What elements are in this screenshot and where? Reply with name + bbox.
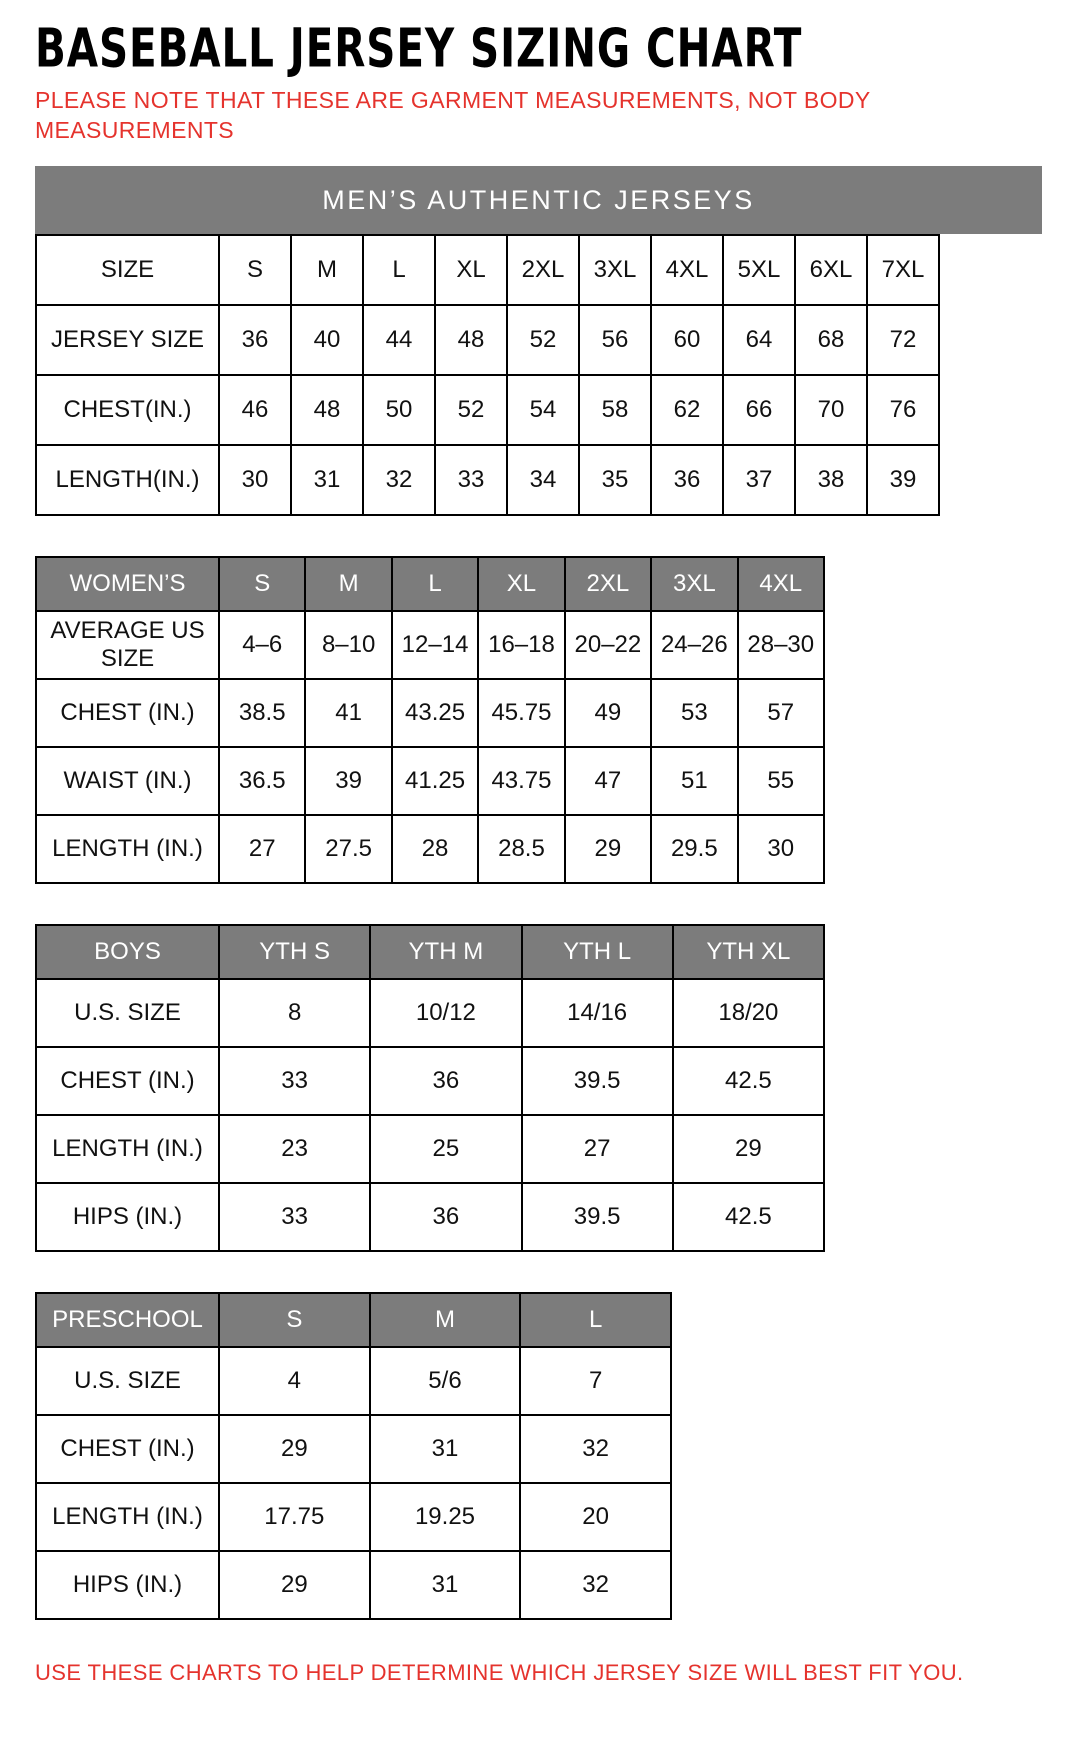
- table-cell: 46: [219, 375, 291, 445]
- row-label: CHEST (IN.): [36, 1415, 219, 1483]
- table-cell: 56: [579, 305, 651, 375]
- column-header: 3XL: [651, 557, 737, 611]
- table-cell: 50: [363, 375, 435, 445]
- table-cell: 19.25: [370, 1483, 521, 1551]
- table-row: [36, 445, 939, 515]
- table-row: [36, 1415, 671, 1483]
- table-cell: 34: [507, 445, 579, 515]
- table-cell: 72: [867, 305, 939, 375]
- table-row: [36, 1115, 824, 1183]
- table-cell: 31: [370, 1415, 521, 1483]
- column-header: M: [305, 557, 391, 611]
- column-header: 2XL: [565, 557, 651, 611]
- table-cell: 20–22: [565, 611, 651, 679]
- row-label: CHEST(IN.): [36, 375, 219, 445]
- table-cell: 14/16: [522, 979, 673, 1047]
- table-cell: 36: [370, 1183, 521, 1251]
- column-header: YTH M: [370, 925, 521, 979]
- table-row: [36, 235, 939, 305]
- size-table: [35, 556, 825, 884]
- table-cell: 31: [291, 445, 363, 515]
- table-cell: 33: [219, 1047, 370, 1115]
- table-row: [36, 747, 824, 815]
- table-row: [36, 815, 824, 883]
- table-cell: 49: [565, 679, 651, 747]
- table-cell: 45.75: [478, 679, 564, 747]
- table-row: [36, 305, 939, 375]
- table-cell: 6XL: [795, 235, 867, 305]
- table-cell: 40: [291, 305, 363, 375]
- column-header: L: [520, 1293, 671, 1347]
- table-cell: 36: [370, 1047, 521, 1115]
- table-row: [36, 1347, 671, 1415]
- header-row: [36, 1293, 671, 1347]
- table-cell: 28: [392, 815, 478, 883]
- row-label: JERSEY SIZE: [36, 305, 219, 375]
- table-row: [36, 679, 824, 747]
- column-header: YTH L: [522, 925, 673, 979]
- row-label: LENGTH (IN.): [36, 1483, 219, 1551]
- column-header: S: [219, 1293, 370, 1347]
- table-cell: 12–14: [392, 611, 478, 679]
- table-row: [36, 1483, 671, 1551]
- table-cell: 48: [435, 305, 507, 375]
- table-cell: 16–18: [478, 611, 564, 679]
- table-cell: 36.5: [219, 747, 305, 815]
- table-cell: 53: [651, 679, 737, 747]
- column-header: XL: [478, 557, 564, 611]
- table-row: [36, 1047, 824, 1115]
- column-header: YTH XL: [673, 925, 824, 979]
- header-row: [36, 925, 824, 979]
- table-cell: 60: [651, 305, 723, 375]
- table-banner-title: MEN’S AUTHENTIC JERSEYS: [35, 166, 1042, 234]
- table-cell: 30: [738, 815, 824, 883]
- table-cell: 33: [219, 1183, 370, 1251]
- table-cell: 28.5: [478, 815, 564, 883]
- table-cell: S: [219, 235, 291, 305]
- table-cell: 47: [565, 747, 651, 815]
- page-title: [35, 16, 1042, 80]
- table-row: [36, 375, 939, 445]
- table-cell: 24–26: [651, 611, 737, 679]
- table-cell: 4–6: [219, 611, 305, 679]
- table-cell: 44: [363, 305, 435, 375]
- table-cell: 38.5: [219, 679, 305, 747]
- table-cell: 29: [673, 1115, 824, 1183]
- table-cell: 7XL: [867, 235, 939, 305]
- table-cell: 32: [363, 445, 435, 515]
- table-cell: 68: [795, 305, 867, 375]
- table-cell: 27.5: [305, 815, 391, 883]
- table-cell: 35: [579, 445, 651, 515]
- preschool-sizing-table-section: [35, 1292, 1042, 1620]
- table-cell: 4XL: [651, 235, 723, 305]
- table-cell: 38: [795, 445, 867, 515]
- table-cell: 5/6: [370, 1347, 521, 1415]
- table-cell: 39.5: [522, 1047, 673, 1115]
- table-cell: M: [291, 235, 363, 305]
- table-cell: 20: [520, 1483, 671, 1551]
- table-title-cell: PRESCHOOL: [36, 1293, 219, 1347]
- column-header: L: [392, 557, 478, 611]
- row-label: AVERAGE US SIZE: [36, 611, 219, 679]
- row-label: U.S. SIZE: [36, 1347, 219, 1415]
- table-cell: 29: [219, 1551, 370, 1619]
- table-cell: 36: [219, 305, 291, 375]
- table-cell: 42.5: [673, 1183, 824, 1251]
- header-row: [36, 557, 824, 611]
- table-cell: 18/20: [673, 979, 824, 1047]
- page-title-text: BASEBALL JERSEY SIZING CHART: [35, 16, 803, 80]
- table-cell: 39: [867, 445, 939, 515]
- row-label: LENGTH (IN.): [36, 815, 219, 883]
- table-cell: 2XL: [507, 235, 579, 305]
- size-table: [35, 924, 825, 1252]
- table-cell: 8: [219, 979, 370, 1047]
- table-cell: 64: [723, 305, 795, 375]
- table-cell: 32: [520, 1551, 671, 1619]
- table-cell: 23: [219, 1115, 370, 1183]
- table-cell: 62: [651, 375, 723, 445]
- table-cell: 10/12: [370, 979, 521, 1047]
- row-label: HIPS (IN.): [36, 1183, 219, 1251]
- table-cell: 30: [219, 445, 291, 515]
- table-title-cell: WOMEN’S: [36, 557, 219, 611]
- column-header: YTH S: [219, 925, 370, 979]
- row-label: SIZE: [36, 235, 219, 305]
- table-cell: 39: [305, 747, 391, 815]
- column-header: S: [219, 557, 305, 611]
- table-cell: 48: [291, 375, 363, 445]
- table-cell: 29.5: [651, 815, 737, 883]
- row-label: WAIST (IN.): [36, 747, 219, 815]
- table-cell: 39.5: [522, 1183, 673, 1251]
- table-cell: 31: [370, 1551, 521, 1619]
- table-cell: L: [363, 235, 435, 305]
- table-cell: 54: [507, 375, 579, 445]
- size-table: [35, 234, 940, 516]
- table-cell: 43.25: [392, 679, 478, 747]
- table-cell: 42.5: [673, 1047, 824, 1115]
- table-cell: 8–10: [305, 611, 391, 679]
- table-cell: 27: [219, 815, 305, 883]
- table-row: [36, 979, 824, 1047]
- table-cell: 37: [723, 445, 795, 515]
- size-table: [35, 1292, 672, 1620]
- row-label: LENGTH (IN.): [36, 1115, 219, 1183]
- table-cell: 32: [520, 1415, 671, 1483]
- row-label: HIPS (IN.): [36, 1551, 219, 1619]
- row-label: U.S. SIZE: [36, 979, 219, 1047]
- table-cell: 33: [435, 445, 507, 515]
- table-cell: 36: [651, 445, 723, 515]
- table-row: [36, 1183, 824, 1251]
- mens-sizing-table-section: [35, 166, 1042, 516]
- table-cell: 51: [651, 747, 737, 815]
- garment-measurements-note: PLEASE NOTE THAT THESE ARE GARMENT MEASUREMENTS, NOT BODY MEASUREMENTS: [35, 87, 871, 144]
- table-cell: 25: [370, 1115, 521, 1183]
- table-row: [36, 611, 824, 679]
- table-cell: 52: [435, 375, 507, 445]
- table-cell: 4: [219, 1347, 370, 1415]
- boys-sizing-table-section: [35, 924, 1042, 1252]
- column-header: 4XL: [738, 557, 824, 611]
- table-cell: 43.75: [478, 747, 564, 815]
- table-cell: 58: [579, 375, 651, 445]
- table-cell: 3XL: [579, 235, 651, 305]
- table-cell: 66: [723, 375, 795, 445]
- table-cell: 41: [305, 679, 391, 747]
- table-cell: 57: [738, 679, 824, 747]
- table-cell: XL: [435, 235, 507, 305]
- row-label: CHEST (IN.): [36, 1047, 219, 1115]
- table-cell: 7: [520, 1347, 671, 1415]
- table-cell: 76: [867, 375, 939, 445]
- footer-note: USE THESE CHARTS TO HELP DETERMINE WHICH JERSEY SIZE WILL BEST FIT YOU.: [35, 1660, 964, 1686]
- table-cell: 29: [219, 1415, 370, 1483]
- table-cell: 70: [795, 375, 867, 445]
- table-cell: 5XL: [723, 235, 795, 305]
- table-cell: 41.25: [392, 747, 478, 815]
- table-cell: 52: [507, 305, 579, 375]
- table-cell: 29: [565, 815, 651, 883]
- column-header: M: [370, 1293, 521, 1347]
- table-row: [36, 1551, 671, 1619]
- table-cell: 27: [522, 1115, 673, 1183]
- table-cell: 17.75: [219, 1483, 370, 1551]
- row-label: CHEST (IN.): [36, 679, 219, 747]
- table-title-cell: BOYS: [36, 925, 219, 979]
- row-label: LENGTH(IN.): [36, 445, 219, 515]
- womens-sizing-table-section: [35, 556, 1042, 884]
- table-cell: 55: [738, 747, 824, 815]
- table-cell: 28–30: [738, 611, 824, 679]
